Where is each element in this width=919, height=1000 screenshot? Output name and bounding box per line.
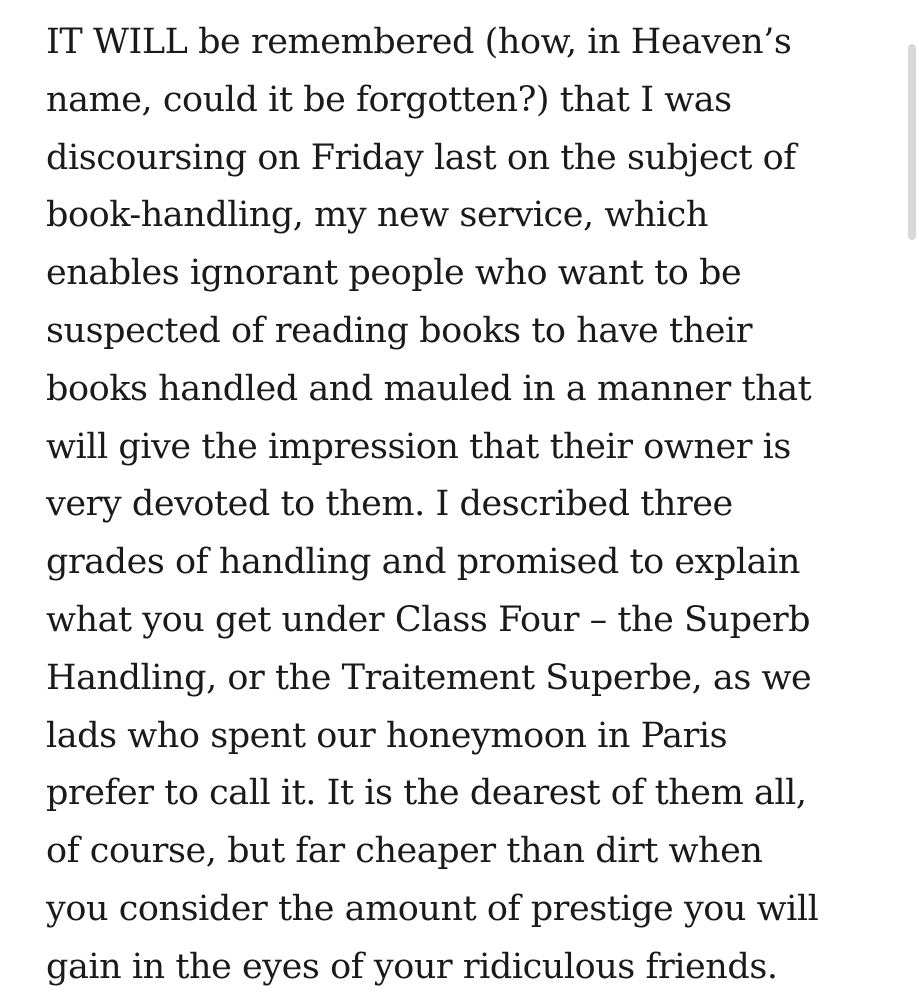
text-line: book-handling, my new service, which (46, 195, 708, 236)
text-line: will give the impression that their owner is (46, 426, 791, 467)
text-line: grades of handling and promised to explain (46, 542, 800, 583)
text-line: lads who spent our honeymoon in Paris (46, 715, 728, 756)
text-line: discoursing on Friday last on the subject of (46, 137, 796, 178)
text-line: prefer to call it. It is the dearest of them all, (46, 773, 807, 814)
text-line: name, could it be forgotten?) that I was (46, 79, 732, 120)
text-line: what you get under Class Four – the Superb (46, 599, 811, 640)
scrollbar-thumb[interactable] (908, 44, 916, 240)
text-line: of course, but far cheaper than dirt when (46, 831, 763, 872)
text-line: very devoted to them. I described three (46, 484, 733, 525)
text-line: you consider the amount of prestige you will (46, 888, 819, 929)
text-line: Handling, or the Traitement Superbe, as we (46, 657, 812, 698)
text-line: gain in the eyes of your ridiculous friends. (46, 946, 778, 987)
text-line: enables ignorant people who want to be (46, 253, 742, 294)
text-line: suspected of reading books to have their (46, 310, 752, 351)
article-body (46, 14, 906, 997)
text-line: IT WILL be remembered (how, in Heaven’s (46, 22, 792, 62)
text-line: books handled and mauled in a manner that (46, 368, 812, 409)
